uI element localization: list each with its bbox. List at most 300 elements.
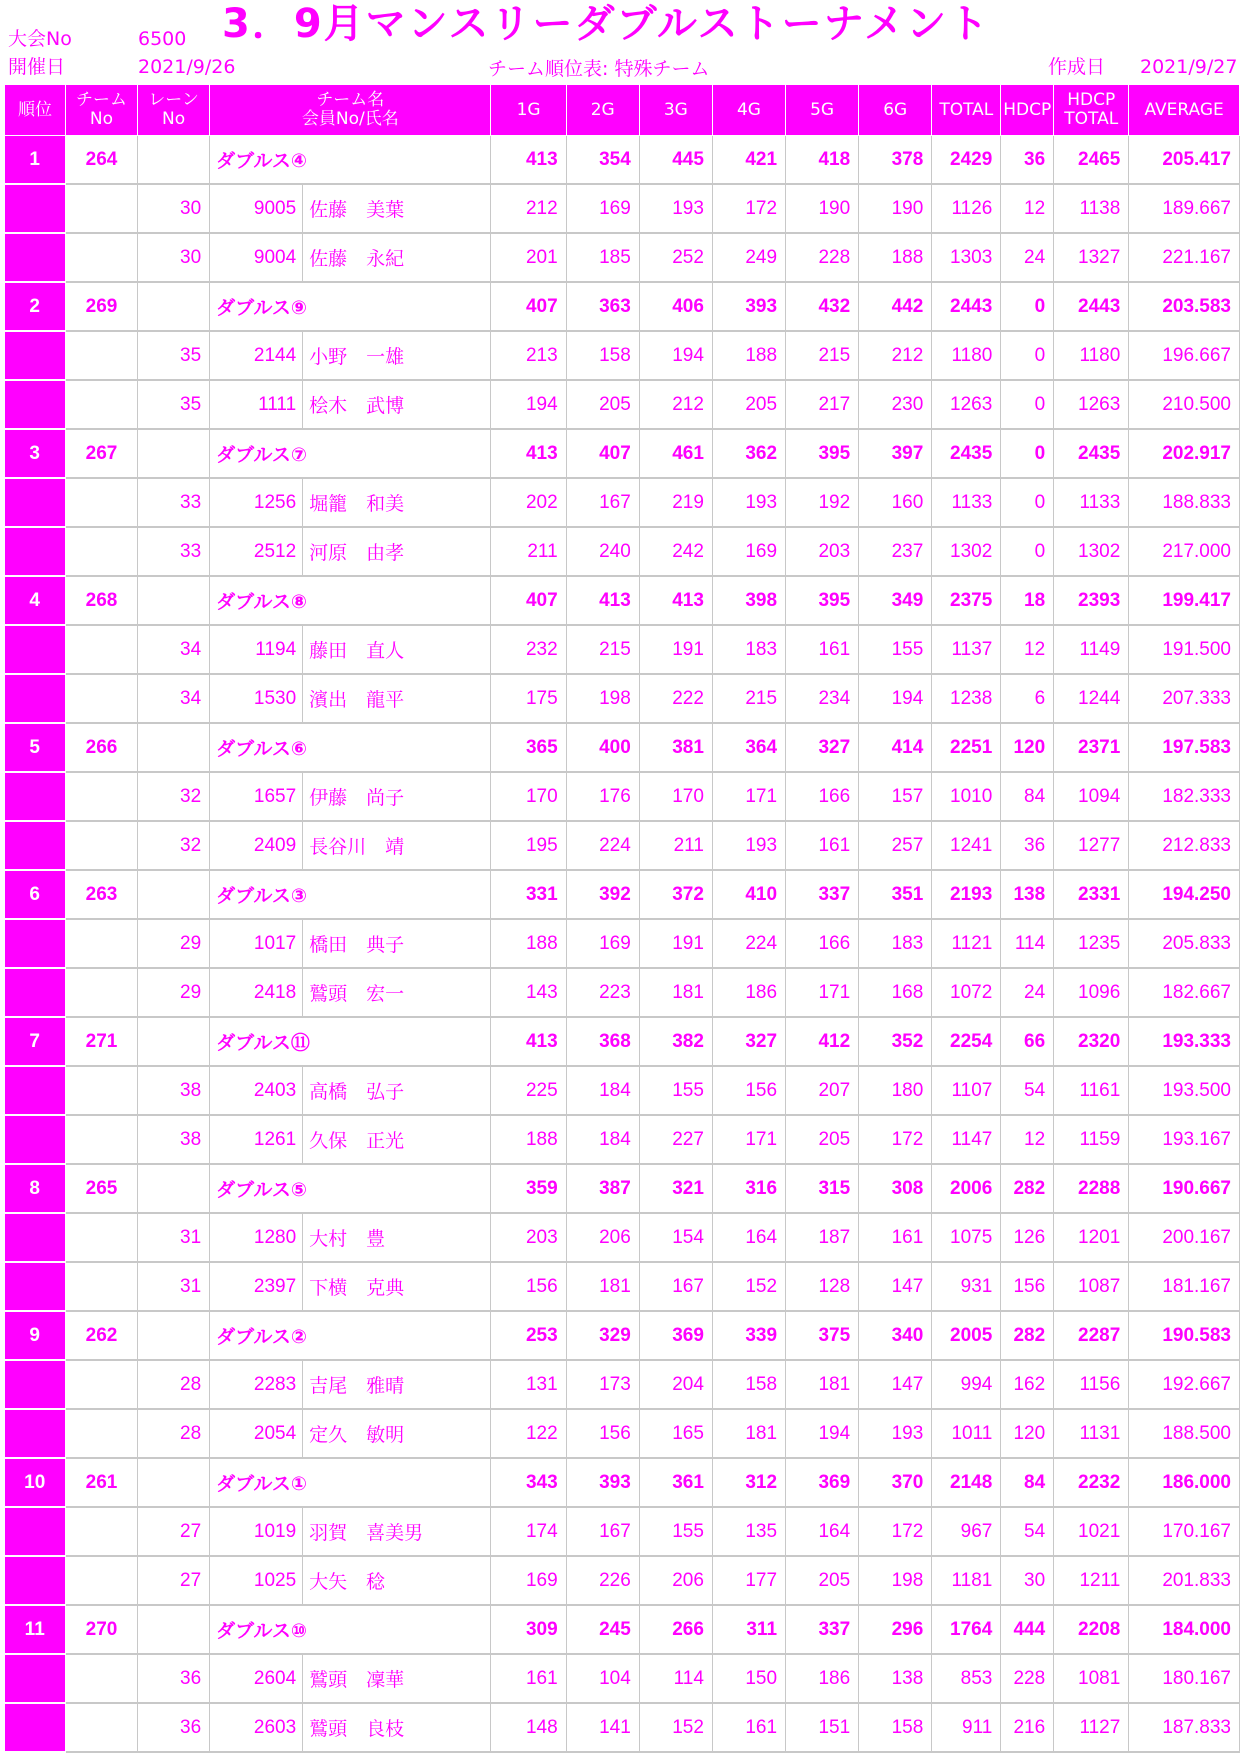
member-row [5,1507,1240,1556]
average-cell: 205.417 [1129,136,1240,185]
lane-cell: 30 [138,233,210,282]
hdcp-cell: 12 [1001,184,1054,233]
col-game-3: 3G [639,85,712,136]
total-cell: 967 [932,1507,1001,1556]
game-5-cell: 205 [786,1556,859,1605]
member-cell [210,331,491,380]
column-divider [302,1263,303,1310]
member-row [5,1654,1240,1703]
lane-cell: 33 [138,527,210,576]
game-6-cell: 157 [859,772,932,821]
team-no-cell: 263 [65,870,137,919]
hdcp-total-cell: 1161 [1054,1066,1129,1115]
lane-cell: 30 [138,184,210,233]
team-no-cell [65,1360,137,1409]
hdcp-cell: 54 [1001,1066,1054,1115]
total-cell: 1137 [932,625,1001,674]
game-5-cell: 395 [786,429,859,478]
hdcp-cell: 114 [1001,919,1054,968]
member-name: 高橋 弘子 [309,1082,405,1103]
rank-cell: 4 [5,576,66,625]
game-4-cell: 171 [712,1115,785,1164]
table-label: チーム順位表: 特殊チーム [488,58,710,80]
game-3-cell: 406 [639,282,712,331]
member-name: 下横 克典 [309,1278,405,1299]
rank-cell [5,1213,66,1262]
hdcp-cell: 84 [1001,1458,1054,1507]
game-1-cell: 413 [491,136,566,185]
game-6-cell: 397 [859,429,932,478]
hdcp-cell: 138 [1001,870,1054,919]
game-5-cell: 337 [786,870,859,919]
team-row [5,1017,1240,1066]
team-no-cell [65,478,137,527]
column-divider [302,381,303,428]
average-cell: 182.333 [1129,772,1240,821]
average-cell: 194.250 [1129,870,1240,919]
member-row [5,1115,1240,1164]
game-6-cell: 230 [859,380,932,429]
member-row [5,1409,1240,1458]
average-cell: 188.833 [1129,478,1240,527]
team-row [5,723,1240,772]
column-divider [302,1655,303,1702]
lane-cell: 35 [138,380,210,429]
game-5-cell: 234 [786,674,859,723]
event-date: 2021/9/26 [138,56,236,78]
team-no-cell: 262 [65,1311,137,1360]
member-row [5,527,1240,576]
game-1-cell: 253 [491,1311,566,1360]
team-row [5,429,1240,478]
average-cell: 212.833 [1129,821,1240,870]
column-divider [302,332,303,379]
game-3-cell: 154 [639,1213,712,1262]
rank-cell [5,380,66,429]
average-cell: 191.500 [1129,625,1240,674]
rank-cell [5,968,66,1017]
lane-cell [138,1458,210,1507]
game-2-cell: 354 [566,136,639,185]
member-name: 羽賀 喜美男 [309,1523,424,1544]
game-6-cell: 257 [859,821,932,870]
rank-cell [5,184,66,233]
lane-cell: 31 [138,1262,210,1311]
hdcp-cell: 6 [1001,674,1054,723]
team-row [5,136,1240,185]
team-no-cell [65,1654,137,1703]
game-4-cell: 183 [712,625,785,674]
game-2-cell: 363 [566,282,639,331]
game-5-cell: 161 [786,625,859,674]
total-cell: 2435 [932,429,1001,478]
game-4-cell: 152 [712,1262,785,1311]
game-4-cell: 169 [712,527,785,576]
rank-cell [5,1066,66,1115]
team-row [5,576,1240,625]
hdcp-cell: 36 [1001,821,1054,870]
game-4-cell: 193 [712,478,785,527]
team-name-cell: ダブルス⑨ [210,282,491,331]
game-1-cell: 161 [491,1654,566,1703]
total-cell: 2193 [932,870,1001,919]
member-cell [210,1409,491,1458]
game-2-cell: 392 [566,870,639,919]
game-1-cell: 195 [491,821,566,870]
game-3-cell: 445 [639,136,712,185]
member-name: 鷲頭 宏一 [309,984,405,1005]
team-no-cell: 270 [65,1605,137,1654]
col-game-1: 1G [491,85,566,136]
game-3-cell: 227 [639,1115,712,1164]
hdcp-total-cell: 1201 [1054,1213,1129,1262]
member-row [5,772,1240,821]
game-1-cell: 331 [491,870,566,919]
member-number: 9004 [253,246,297,268]
team-no-cell [65,1115,137,1164]
total-cell: 853 [932,1654,1001,1703]
game-4-cell: 215 [712,674,785,723]
member-cell [210,772,491,821]
average-cell: 202.917 [1129,429,1240,478]
member-number: 1017 [253,932,297,954]
created-date: 2021/9/27 [1140,56,1238,78]
game-1-cell: 407 [491,576,566,625]
col-team-no [65,85,137,136]
rank-cell: 10 [5,1458,66,1507]
game-1-cell: 413 [491,1017,566,1066]
game-4-cell: 205 [712,380,785,429]
member-name: 鷲頭 良枝 [309,1719,405,1740]
game-5-cell: 186 [786,1654,859,1703]
member-name: 橋田 典子 [309,935,405,956]
hdcp-cell: 24 [1001,233,1054,282]
lane-cell: 35 [138,331,210,380]
game-1-cell: 156 [491,1262,566,1311]
report-header [8,0,1236,86]
hdcp-cell: 162 [1001,1360,1054,1409]
game-4-cell: 171 [712,772,785,821]
game-5-cell: 128 [786,1262,859,1311]
col-game-2: 2G [566,85,639,136]
total-cell: 2254 [932,1017,1001,1066]
game-3-cell: 170 [639,772,712,821]
hdcp-total-cell: 1149 [1054,625,1129,674]
game-2-cell: 173 [566,1360,639,1409]
team-row [5,1164,1240,1213]
team-no-cell: 269 [65,282,137,331]
hdcp-total-cell: 2288 [1054,1164,1129,1213]
hdcp-cell: 36 [1001,136,1054,185]
game-5-cell: 315 [786,1164,859,1213]
game-6-cell: 237 [859,527,932,576]
game-6-cell: 340 [859,1311,932,1360]
member-cell [210,184,491,233]
game-6-cell: 183 [859,919,932,968]
member-name: 長谷川 靖 [309,837,405,858]
game-3-cell: 204 [639,1360,712,1409]
rank-cell [5,233,66,282]
col-team-name [210,85,491,136]
game-3-cell: 369 [639,1311,712,1360]
game-4-cell: 164 [712,1213,785,1262]
game-1-cell: 148 [491,1703,566,1752]
average-cell: 207.333 [1129,674,1240,723]
member-cell [210,674,491,723]
game-2-cell: 245 [566,1605,639,1654]
game-2-cell: 400 [566,723,639,772]
member-cell [210,233,491,282]
hdcp-total-cell: 2320 [1054,1017,1129,1066]
hdcp-cell: 18 [1001,576,1054,625]
game-5-cell: 418 [786,136,859,185]
game-1-cell: 143 [491,968,566,1017]
member-cell [210,527,491,576]
game-5-cell: 164 [786,1507,859,1556]
member-number: 2144 [253,344,297,366]
game-1-cell: 131 [491,1360,566,1409]
hdcp-cell: 84 [1001,772,1054,821]
hdcp-total-cell: 2435 [1054,429,1129,478]
member-number: 1657 [253,785,297,807]
game-5-cell: 181 [786,1360,859,1409]
lane-cell: 34 [138,625,210,674]
member-cell [210,1262,491,1311]
hdcp-cell: 30 [1001,1556,1054,1605]
game-3-cell: 155 [639,1066,712,1115]
game-1-cell: 212 [491,184,566,233]
game-6-cell: 198 [859,1556,932,1605]
member-name: 桧木 武博 [309,396,405,417]
hdcp-total-cell: 1131 [1054,1409,1129,1458]
column-divider [302,528,303,575]
hdcp-cell: 156 [1001,1262,1054,1311]
member-name: 佐藤 美葉 [309,200,405,221]
team-no-cell [65,919,137,968]
team-no-cell [65,233,137,282]
rank-cell [5,1703,66,1752]
average-cell: 180.167 [1129,1654,1240,1703]
team-row [5,1311,1240,1360]
member-cell [210,968,491,1017]
lane-cell [138,1164,210,1213]
total-cell: 2429 [932,136,1001,185]
game-1-cell: 413 [491,429,566,478]
member-row [5,1066,1240,1115]
game-3-cell: 211 [639,821,712,870]
game-6-cell: 168 [859,968,932,1017]
hdcp-total-cell: 1159 [1054,1115,1129,1164]
team-name-cell: ダブルス④ [210,136,491,185]
game-2-cell: 223 [566,968,639,1017]
total-cell: 1126 [932,184,1001,233]
member-number: 2603 [253,1716,297,1738]
game-3-cell: 219 [639,478,712,527]
game-2-cell: 387 [566,1164,639,1213]
game-5-cell: 228 [786,233,859,282]
game-1-cell: 203 [491,1213,566,1262]
rank-cell: 1 [5,136,66,185]
lane-cell: 27 [138,1556,210,1605]
lane-cell: 29 [138,968,210,1017]
col-team-no-line2: No [89,109,114,129]
team-no-cell [65,1556,137,1605]
team-no-cell: 271 [65,1017,137,1066]
rank-cell: 8 [5,1164,66,1213]
member-row [5,233,1240,282]
game-6-cell: 352 [859,1017,932,1066]
column-divider [302,822,303,869]
hdcp-total-cell: 1211 [1054,1556,1129,1605]
game-1-cell: 201 [491,233,566,282]
team-ranking-table [4,84,1240,1753]
total-cell: 1302 [932,527,1001,576]
game-5-cell: 337 [786,1605,859,1654]
game-4-cell: 393 [712,282,785,331]
team-name-cell: ダブルス③ [210,870,491,919]
col-name-line2: 会員No/氏名 [301,109,399,129]
game-5-cell: 192 [786,478,859,527]
average-cell: 203.583 [1129,282,1240,331]
total-cell: 994 [932,1360,1001,1409]
member-cell [210,1213,491,1262]
member-cell [210,1556,491,1605]
taikai-label: 大会No [8,28,72,50]
rank-cell: 5 [5,723,66,772]
lane-cell [138,870,210,919]
game-6-cell: 212 [859,331,932,380]
col-lane-line2: No [162,109,186,129]
game-6-cell: 351 [859,870,932,919]
member-name: 吉尾 雅晴 [309,1376,405,1397]
hdcp-total-cell: 1133 [1054,478,1129,527]
hdcp-cell: 216 [1001,1703,1054,1752]
game-6-cell: 160 [859,478,932,527]
total-cell: 1180 [932,331,1001,380]
game-3-cell: 165 [639,1409,712,1458]
game-5-cell: 217 [786,380,859,429]
column-divider [302,185,303,232]
team-no-cell: 266 [65,723,137,772]
col-game-4: 4G [712,85,785,136]
game-4-cell: 316 [712,1164,785,1213]
member-cell [210,1703,491,1752]
game-6-cell: 378 [859,136,932,185]
member-row [5,184,1240,233]
total-cell: 1303 [932,233,1001,282]
game-5-cell: 187 [786,1213,859,1262]
game-1-cell: 170 [491,772,566,821]
lane-cell: 29 [138,919,210,968]
game-1-cell: 407 [491,282,566,331]
lane-cell: 38 [138,1115,210,1164]
total-cell: 1764 [932,1605,1001,1654]
game-2-cell: 215 [566,625,639,674]
game-3-cell: 206 [639,1556,712,1605]
member-name: 河原 由孝 [309,543,405,564]
total-cell: 2148 [932,1458,1001,1507]
game-1-cell: 175 [491,674,566,723]
rank-cell: 3 [5,429,66,478]
member-row [5,331,1240,380]
game-5-cell: 190 [786,184,859,233]
lane-cell: 28 [138,1409,210,1458]
game-4-cell: 312 [712,1458,785,1507]
hdcp-total-cell: 1244 [1054,674,1129,723]
game-2-cell: 176 [566,772,639,821]
game-2-cell: 181 [566,1262,639,1311]
game-2-cell: 184 [566,1115,639,1164]
member-cell [210,821,491,870]
game-4-cell: 224 [712,919,785,968]
game-2-cell: 158 [566,331,639,380]
hdcp-total-cell: 2331 [1054,870,1129,919]
lane-cell: 28 [138,1360,210,1409]
game-4-cell: 410 [712,870,785,919]
game-3-cell: 152 [639,1703,712,1752]
game-2-cell: 141 [566,1703,639,1752]
game-2-cell: 224 [566,821,639,870]
game-4-cell: 193 [712,821,785,870]
average-cell: 217.000 [1129,527,1240,576]
team-no-cell: 265 [65,1164,137,1213]
member-number: 1530 [253,687,297,709]
game-4-cell: 398 [712,576,785,625]
hdcp-total-cell: 2287 [1054,1311,1129,1360]
game-2-cell: 169 [566,919,639,968]
lane-cell: 38 [138,1066,210,1115]
rank-cell: 2 [5,282,66,331]
game-3-cell: 167 [639,1262,712,1311]
game-6-cell: 158 [859,1703,932,1752]
team-no-cell [65,674,137,723]
game-4-cell: 339 [712,1311,785,1360]
game-1-cell: 202 [491,478,566,527]
game-3-cell: 413 [639,576,712,625]
game-1-cell: 365 [491,723,566,772]
hdcp-cell: 66 [1001,1017,1054,1066]
average-cell: 200.167 [1129,1213,1240,1262]
game-5-cell: 375 [786,1311,859,1360]
total-cell: 1238 [932,674,1001,723]
hdcp-total-cell: 2208 [1054,1605,1129,1654]
game-3-cell: 382 [639,1017,712,1066]
rank-cell: 6 [5,870,66,919]
team-no-cell [65,1213,137,1262]
game-4-cell: 421 [712,136,785,185]
hdcp-total-cell: 2232 [1054,1458,1129,1507]
col-team-no-line1: チーム [75,90,127,110]
hdcp-cell: 282 [1001,1311,1054,1360]
lane-cell: 27 [138,1507,210,1556]
member-name: 小野 一雄 [309,347,405,368]
total-cell: 2375 [932,576,1001,625]
column-divider [302,1508,303,1555]
game-3-cell: 212 [639,380,712,429]
col-total: TOTAL [932,85,1001,136]
lane-cell [138,1311,210,1360]
game-6-cell: 172 [859,1507,932,1556]
game-1-cell: 122 [491,1409,566,1458]
game-6-cell: 296 [859,1605,932,1654]
member-name: 堀籠 和美 [309,494,405,515]
game-5-cell: 166 [786,919,859,968]
game-5-cell: 203 [786,527,859,576]
game-2-cell: 368 [566,1017,639,1066]
game-2-cell: 104 [566,1654,639,1703]
hdcp-total-cell: 1081 [1054,1654,1129,1703]
member-cell [210,478,491,527]
